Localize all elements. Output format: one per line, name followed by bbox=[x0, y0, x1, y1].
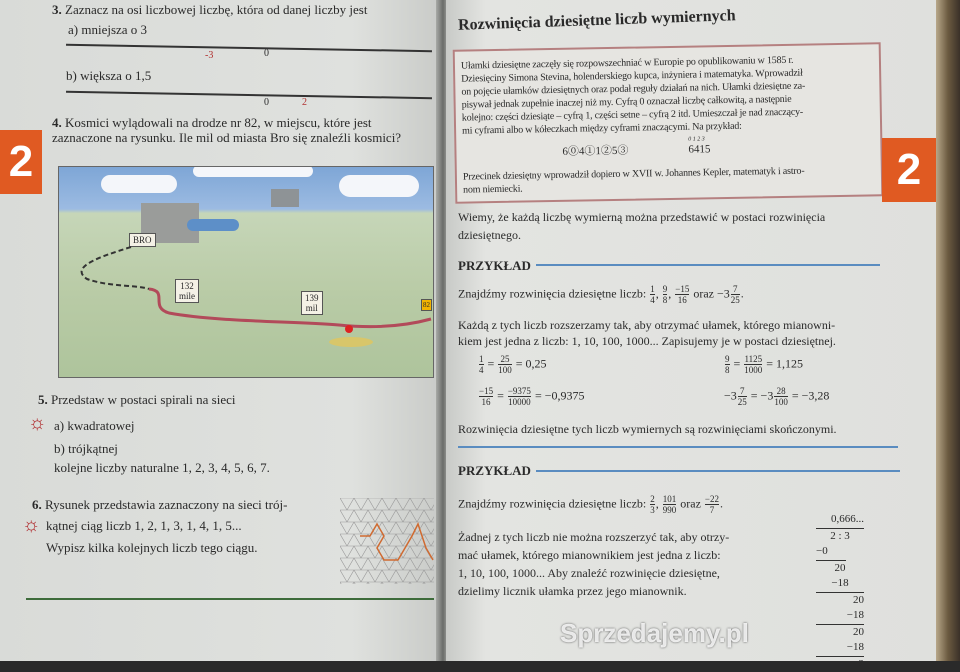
numerator: 101 bbox=[663, 494, 677, 505]
long-division bbox=[816, 512, 864, 672]
division-step: −18 bbox=[816, 608, 864, 625]
denominator: 8 bbox=[725, 365, 730, 375]
whole-part: = −3 bbox=[751, 388, 774, 402]
denominator: 16 bbox=[675, 295, 689, 305]
fraction bbox=[675, 284, 689, 305]
triangular-grid bbox=[340, 498, 434, 584]
example-lead: Znajdźmy rozwinięcia dziesiętne liczb: $\frac{2}{3}$ , $\frac{101}{990}$ oraz $\frac{-22}{7}$ . bbox=[458, 494, 723, 515]
result: = −3,28 bbox=[792, 388, 830, 402]
divider bbox=[536, 470, 900, 472]
conclusion-text: Rozwinięcia dziesiętne tych liczb wymiernych są rozwinięciami skończonymi. bbox=[458, 422, 837, 437]
exercise-text: kątnej ciąg liczb 1, 2, 1, 3, 1, 4, 1, 5... bbox=[46, 518, 242, 534]
numerator: 25 bbox=[498, 354, 512, 365]
number-line-a bbox=[66, 44, 432, 52]
numerator: 28 bbox=[774, 386, 788, 397]
superscript-notation-marks: 0 1 2 3 bbox=[688, 136, 705, 143]
result: = −0,9375 bbox=[535, 388, 585, 402]
numerator: −22 bbox=[705, 494, 719, 505]
numerator: 9 bbox=[725, 354, 730, 365]
box-footer: nom niemiecki. bbox=[463, 176, 875, 196]
numerator: 1 bbox=[479, 354, 484, 365]
example-header: PRZYKŁAD bbox=[458, 258, 531, 274]
left-page bbox=[0, 0, 440, 661]
denominator: 1000 bbox=[744, 365, 762, 375]
box-text: Ułamki dziesiętne zaczęły się rozpowszechniać w Europie po opublikowaniu w 1585 r. bbox=[461, 52, 873, 72]
example-lead: Znajdźmy rozwinięcia dziesiętne liczb: $\frac{1}{4}$ , $\frac{9}{8}$ , $\frac{-15}{16}$ oraz −3 $\frac{7}{25}$ . bbox=[458, 284, 744, 305]
result: = 0,25 bbox=[516, 356, 547, 370]
axis-label: 0 bbox=[264, 48, 269, 59]
exercise-number: 6. bbox=[32, 497, 42, 512]
sign-value: 139 bbox=[305, 293, 319, 303]
conjunction: oraz −3 bbox=[693, 286, 729, 300]
lead-text: Znajdźmy rozwinięcia dziesiętne liczb: bbox=[458, 496, 646, 510]
stevin-notation bbox=[562, 140, 874, 158]
denominator: 7 bbox=[705, 505, 719, 515]
exercise-text: Kosmici wylądowali na drodze nr 82, w miejscu, które jest zaznaczone na bbox=[52, 115, 372, 145]
axis-label: 0 bbox=[264, 97, 269, 108]
divider bbox=[26, 598, 434, 600]
numerator: −15 bbox=[479, 386, 493, 397]
intro-text: Wiemy, że każdą liczbę wymierną można przedstawić w postaci rozwinięcia bbox=[458, 210, 825, 225]
whole-part: −3 bbox=[724, 388, 737, 402]
axis-label: -3 bbox=[205, 50, 213, 61]
denominator: 100 bbox=[774, 397, 788, 407]
division-step: −18 bbox=[816, 576, 864, 593]
lead-text: Znajdźmy rozwinięcia dziesiętne liczb: bbox=[458, 286, 646, 300]
sign-unit: mil bbox=[306, 303, 318, 313]
example-text: Żadnej z tych liczb nie można rozszerzyć tak, aby otrzy- bbox=[458, 530, 729, 545]
fraction bbox=[650, 284, 655, 305]
exercise-3 bbox=[52, 2, 367, 18]
ex3-part-a: a) mniejsza o 3 bbox=[68, 22, 147, 38]
exercise-text: kolejne liczby naturalne 1, 2, 3, 4, 5, 6, 7. bbox=[54, 460, 270, 476]
exercise-number: 3. bbox=[52, 2, 62, 17]
example-header: PRZYKŁAD bbox=[458, 463, 531, 479]
ex3-part-b: b) większa o 1,5 bbox=[66, 68, 151, 84]
denominator: 25 bbox=[738, 397, 747, 407]
equation: $\frac{1}{4}$ = $\frac{25}{100}$ = 0,25 bbox=[478, 354, 547, 375]
box-text: pisywał jednak zupełnie inaczej niż my. Cyfrą 0 oznaczał liczbę całkowitą, a następnie bbox=[462, 91, 874, 111]
number-line-b bbox=[66, 91, 432, 99]
division-step: −0 bbox=[816, 544, 846, 561]
denominator: 3 bbox=[650, 505, 655, 515]
division-step: 20 bbox=[816, 561, 864, 577]
city-sign: BRO bbox=[129, 233, 156, 247]
map-illustration bbox=[58, 166, 434, 378]
denominator: 100 bbox=[498, 365, 512, 375]
exercise-number: 4. bbox=[52, 115, 62, 130]
numerator: 7 bbox=[738, 386, 747, 397]
numerator: 1125 bbox=[744, 354, 762, 365]
numerator: 7 bbox=[731, 284, 740, 295]
denominator: 4 bbox=[650, 295, 655, 305]
divider bbox=[458, 446, 898, 448]
exercise-text: Przedstaw w postaci spirali na sieci bbox=[51, 392, 235, 407]
exercise-5 bbox=[38, 392, 235, 408]
distance-sign bbox=[301, 291, 323, 315]
difficulty-star-icon: ☼ bbox=[28, 412, 46, 435]
example-text: kiem jest jedna z liczb: 1, 10, 100, 1000... Zapisujemy je w postaci dziesiętnej. bbox=[458, 334, 836, 349]
denominator: 990 bbox=[663, 505, 677, 515]
denominator: 10000 bbox=[508, 397, 531, 407]
box-footer: Przecinek dziesiętny wprowadził dopiero w XVII w. Johannes Kepler, matematyk i astro- bbox=[463, 163, 875, 183]
quotient: 0,666... bbox=[816, 512, 864, 529]
exercise-text: Rysunek przedstawia zaznaczony na sieci trój- bbox=[45, 497, 287, 512]
numerator: 2 bbox=[650, 494, 655, 505]
ufo-icon bbox=[329, 337, 373, 347]
watermark: Sprzedajemy.pl bbox=[560, 618, 749, 649]
superscript-notation: 6415 bbox=[688, 143, 710, 155]
denominator: 4 bbox=[479, 365, 484, 375]
box-text: Dziesięciny Simona Stevina, holenderskiego kupca, inżyniera i matematyka. Wprowadził bbox=[461, 65, 873, 85]
exercise-4 bbox=[52, 115, 427, 145]
box-text: on pojęcie ułamków dziesiętnych oraz podał reguły działań na nich. Ułamki dziesiętne za- bbox=[461, 78, 873, 98]
fraction bbox=[731, 284, 740, 305]
division-step: 20 bbox=[816, 625, 864, 641]
result: = 1,125 bbox=[766, 356, 803, 370]
circled-notation: 6⓪4①1②5③ bbox=[562, 145, 628, 158]
chapter-tab: 2 bbox=[0, 130, 42, 194]
equation bbox=[724, 386, 829, 407]
ex5-part-a: a) kwadratowej bbox=[54, 418, 135, 434]
example-text: Każdą z tych liczb rozszerzamy tak, aby otrzymać ułamek, którego mianowni- bbox=[458, 318, 835, 333]
exercise-6 bbox=[32, 497, 287, 513]
section-title: Rozwinięcia dziesiętne liczb wymiernych bbox=[458, 7, 736, 35]
divider bbox=[536, 264, 880, 266]
exercise-text: Wypisz kilka kolejnych liczb tego ciągu. bbox=[46, 540, 258, 556]
numerator: −15 bbox=[675, 284, 689, 295]
denominator: 16 bbox=[479, 397, 493, 407]
equation: $\frac{-15}{16}$ = $\frac{-9375}{10000}$ = −0,9375 bbox=[478, 386, 584, 407]
numerator: −9375 bbox=[508, 386, 531, 397]
denominator: 25 bbox=[731, 295, 740, 305]
division-step: 20 bbox=[816, 593, 864, 609]
right-page bbox=[446, 0, 940, 661]
exercise-text: rysunku. Ile mil od miasta Bro się znaleźli kosmici? bbox=[131, 130, 401, 145]
axis-label: 2 bbox=[302, 97, 307, 108]
chapter-tab: 2 bbox=[882, 138, 936, 202]
box-text: kolejno: części dziesiąte – cyfrą 1, części setne – cyfrą 2 itd. Umieszczał je nad znaczący- bbox=[462, 104, 874, 124]
road-number-sign: 82 bbox=[421, 299, 432, 311]
intro-text: dziesiętnego. bbox=[458, 228, 521, 243]
difficulty-star-icon: ☼ bbox=[22, 514, 40, 537]
history-box bbox=[453, 42, 884, 203]
example-text: dzielimy licznik ułamka przez jego mianownik. bbox=[458, 584, 687, 599]
denominator: 8 bbox=[663, 295, 668, 305]
page-edges bbox=[936, 0, 960, 661]
road bbox=[59, 167, 434, 378]
sign-unit: mile bbox=[179, 291, 195, 301]
exercise-text: Zaznacz na osi liczbowej liczbę, która od danej liczby jest bbox=[65, 2, 367, 17]
box-text: mi cyframi albo w kółeczkach między cyframi znaczącymi. Na przykład: bbox=[462, 117, 874, 137]
equation: $\frac{9}{8}$ = $\frac{1125}{1000}$ = 1,125 bbox=[724, 354, 803, 375]
division-step: 2 : 3 bbox=[816, 529, 864, 545]
division-step: −18 bbox=[816, 640, 864, 657]
ex5-part-b: b) trójkątnej bbox=[54, 441, 118, 457]
example-text: 1, 10, 100, 1000... Aby znaleźć rozwinięcie dziesiętne, bbox=[458, 566, 720, 581]
numerator: 1 bbox=[650, 284, 655, 295]
example-text: mać ułamek, którego mianownikiem jest jedna z liczb: bbox=[458, 548, 721, 563]
numerator: 9 bbox=[663, 284, 668, 295]
conjunction: oraz bbox=[680, 496, 701, 510]
sign-value: 132 bbox=[180, 281, 194, 291]
distance-sign bbox=[175, 279, 199, 303]
exercise-number: 5. bbox=[38, 392, 48, 407]
division-step: 2 bbox=[816, 657, 864, 672]
fraction bbox=[663, 284, 668, 305]
